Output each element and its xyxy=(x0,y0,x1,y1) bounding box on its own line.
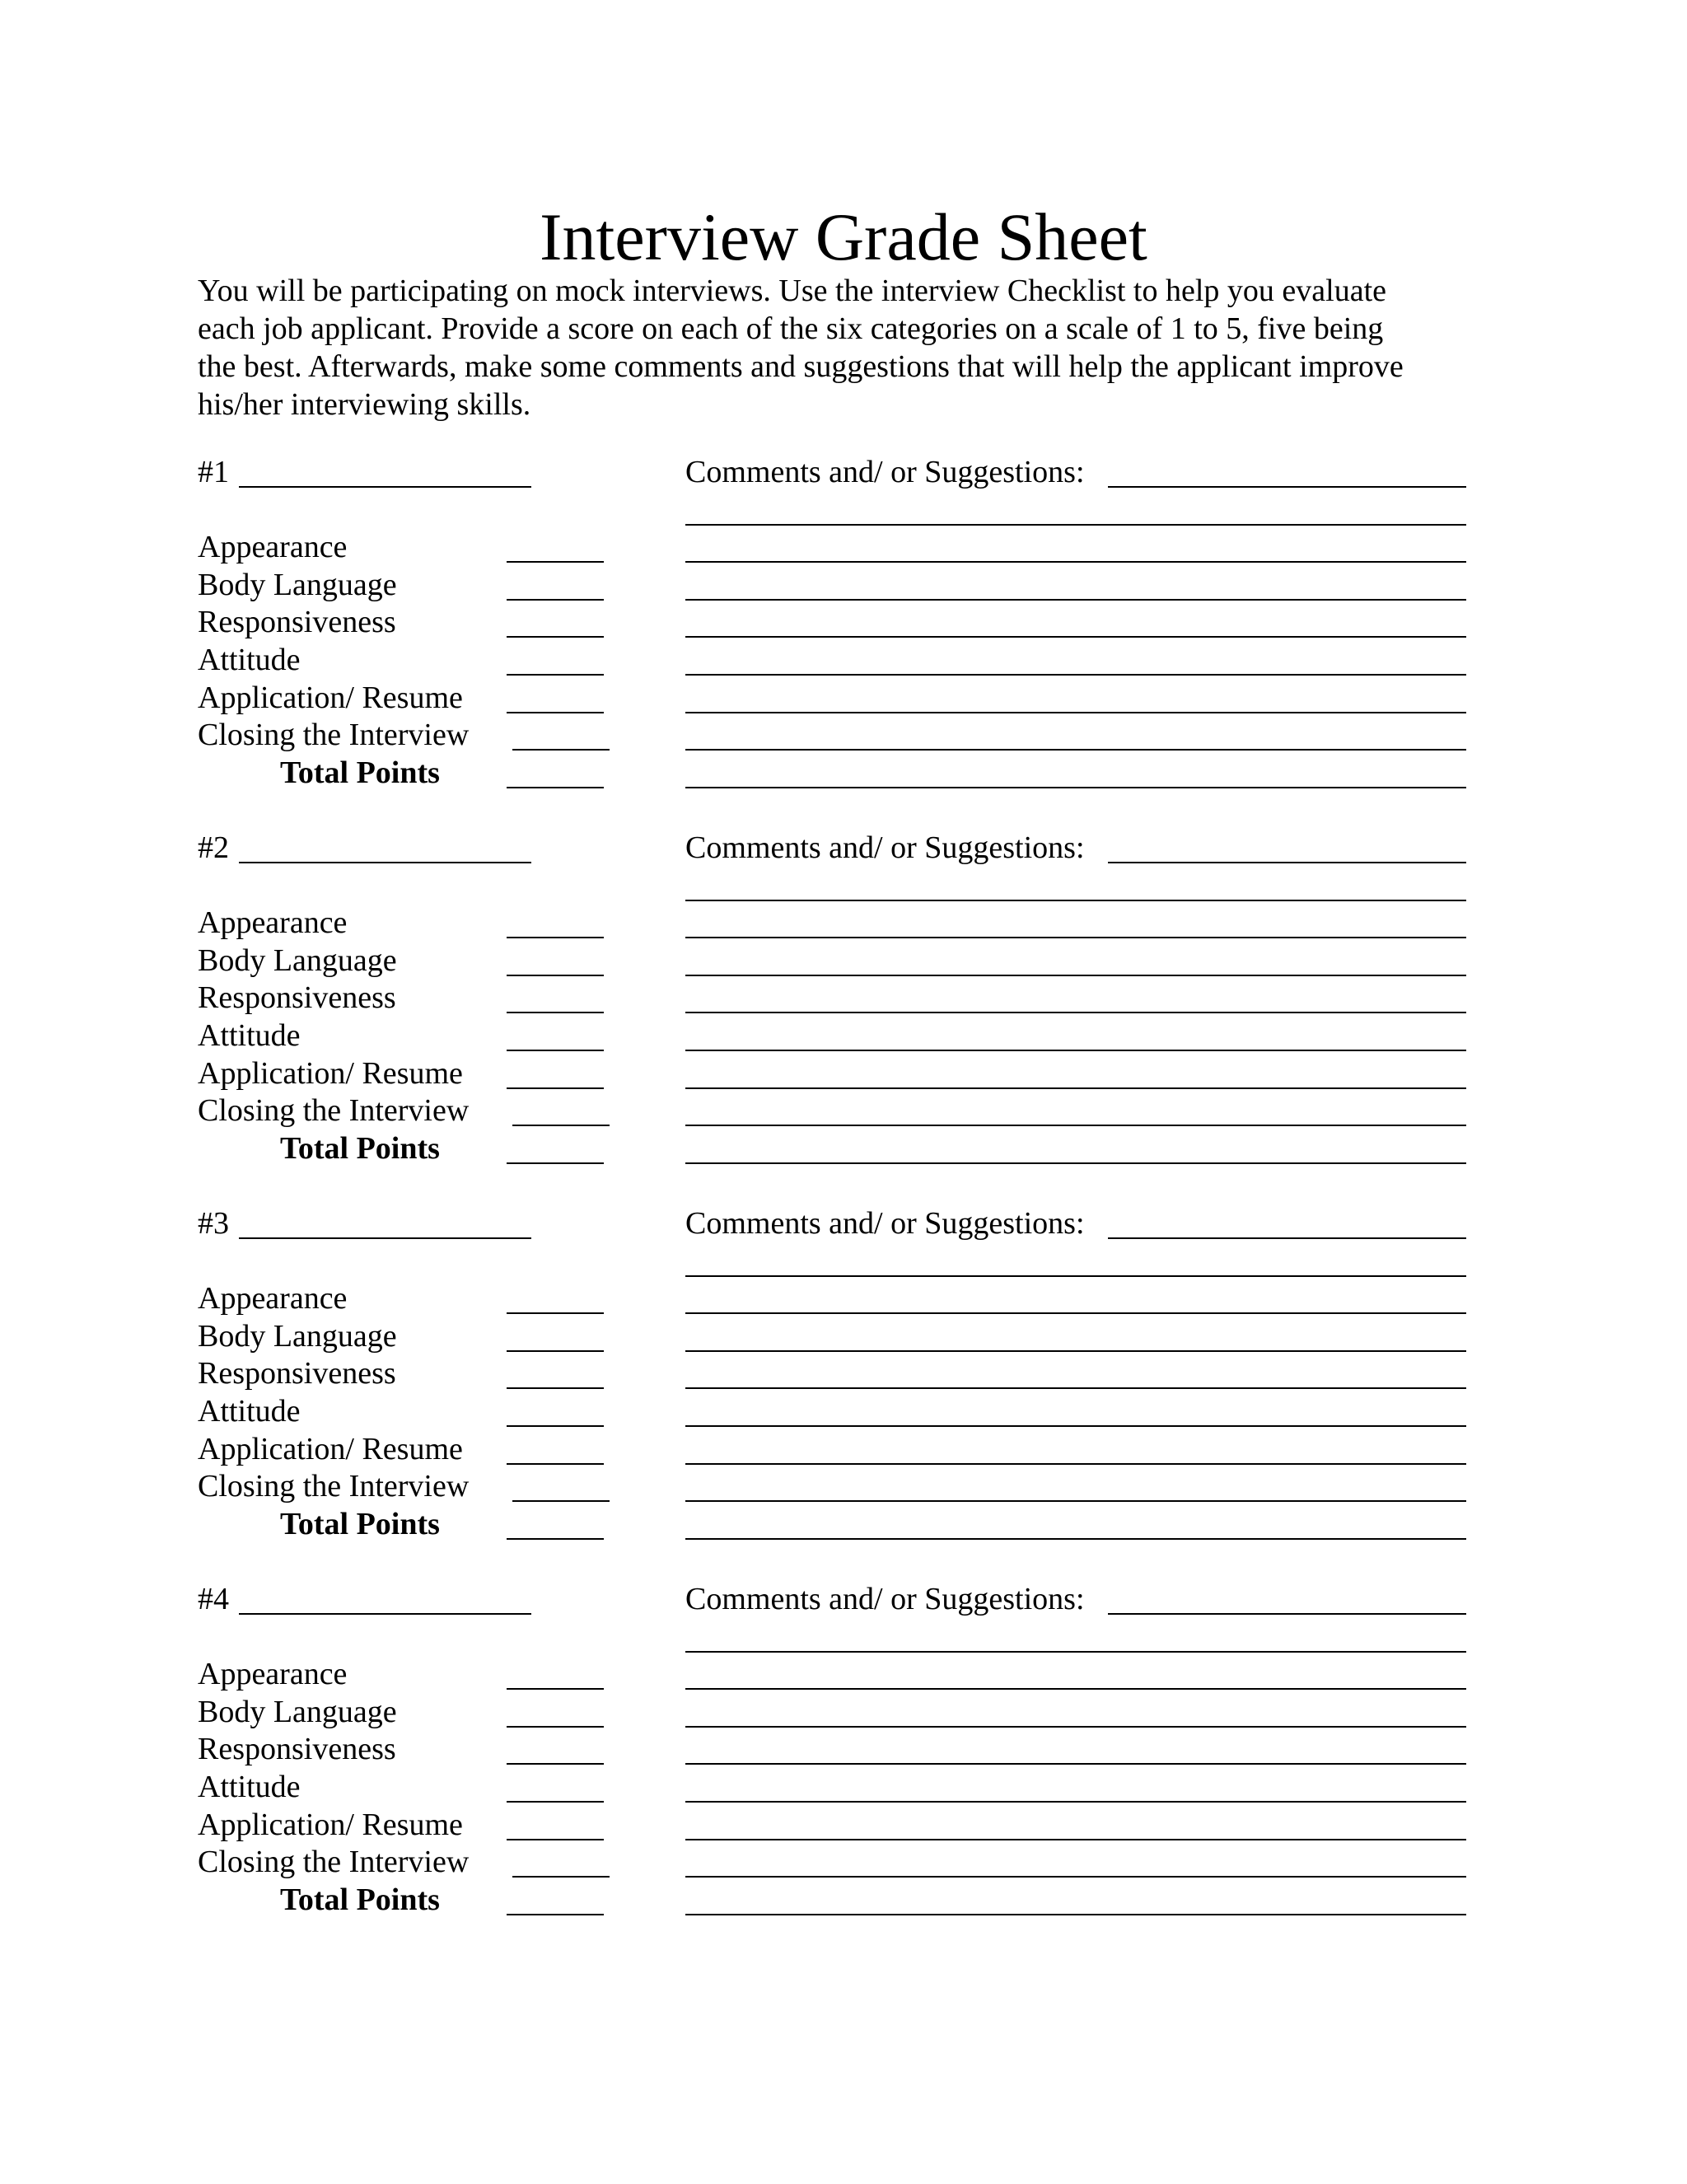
category-score-field[interactable] xyxy=(507,674,604,676)
category-label: Responsiveness xyxy=(198,1356,396,1391)
comments-line[interactable] xyxy=(685,1387,1466,1389)
category-score-field[interactable] xyxy=(507,561,604,563)
category-label: Closing the Interview xyxy=(198,1469,470,1504)
total-points-label: Total Points xyxy=(280,755,440,790)
total-points-label: Total Points xyxy=(280,1130,440,1166)
instructions-line: You will be participating on mock interviews. Use the interview Checklist to help you evaluate xyxy=(198,274,1386,308)
category-label: Application/ Resume xyxy=(198,1055,463,1091)
category-score-field[interactable] xyxy=(507,1763,604,1765)
comments-line[interactable] xyxy=(685,599,1466,601)
category-score-field[interactable] xyxy=(512,1125,610,1126)
category-score-field[interactable] xyxy=(507,1012,604,1013)
applicant-number: #4 xyxy=(198,1582,229,1616)
comments-line[interactable] xyxy=(685,1500,1466,1502)
comments-line[interactable] xyxy=(685,1463,1466,1465)
category-label: Body Language xyxy=(198,1318,397,1354)
comments-line[interactable] xyxy=(685,900,1466,901)
comments-line[interactable] xyxy=(685,1726,1466,1728)
comments-line[interactable] xyxy=(685,712,1466,713)
comments-line[interactable] xyxy=(685,1876,1466,1878)
interview-section xyxy=(0,453,1687,832)
page-title: Interview Grade Sheet xyxy=(540,199,1147,274)
category-score-field[interactable] xyxy=(507,1839,604,1840)
comments-line[interactable] xyxy=(685,1312,1466,1314)
instructions-line: the best. Afterwards, make some comments and suggestions that will help the applicant improve xyxy=(198,349,1404,384)
category-score-field[interactable] xyxy=(507,1425,604,1427)
category-label: Appearance xyxy=(198,1657,348,1692)
applicant-number: #3 xyxy=(198,1206,229,1241)
total-points-field[interactable] xyxy=(507,1538,604,1540)
category-score-field[interactable] xyxy=(507,975,604,976)
comments-line[interactable] xyxy=(685,1839,1466,1840)
category-label: Body Language xyxy=(198,1694,397,1729)
total-points-label: Total Points xyxy=(280,1882,440,1917)
comments-line[interactable] xyxy=(685,1763,1466,1765)
category-score-field[interactable] xyxy=(512,1500,610,1502)
total-points-field[interactable] xyxy=(507,1914,604,1915)
applicant-number: #2 xyxy=(198,830,229,865)
category-score-field[interactable] xyxy=(507,636,604,638)
category-score-field[interactable] xyxy=(507,1087,604,1089)
comments-line[interactable] xyxy=(685,937,1466,938)
category-label: Attitude xyxy=(198,643,301,677)
interview-section xyxy=(0,1580,1687,1959)
category-score-field[interactable] xyxy=(512,1876,610,1878)
comments-line[interactable] xyxy=(685,1688,1466,1690)
category-label: Closing the Interview xyxy=(198,1845,470,1880)
instructions-paragraph xyxy=(198,272,1516,423)
category-label: Appearance xyxy=(198,530,348,565)
comments-line[interactable] xyxy=(685,524,1466,526)
category-label: Application/ Resume xyxy=(198,1431,463,1466)
category-label: Responsiveness xyxy=(198,980,396,1016)
comments-label: Comments and/ or Suggestions: xyxy=(685,1582,1085,1616)
total-points-field[interactable] xyxy=(507,1162,604,1164)
comments-line[interactable] xyxy=(685,1275,1466,1277)
interview-section xyxy=(0,1204,1687,1583)
category-label: Responsiveness xyxy=(198,605,396,640)
comments-line[interactable] xyxy=(685,1651,1466,1653)
comments-line[interactable] xyxy=(685,1125,1466,1126)
comments-line[interactable] xyxy=(685,1050,1466,1051)
comments-line[interactable] xyxy=(685,1012,1466,1013)
category-score-field[interactable] xyxy=(507,599,604,601)
comments-line[interactable] xyxy=(1108,862,1466,863)
category-score-field[interactable] xyxy=(507,1050,604,1051)
applicant-name-field[interactable] xyxy=(239,862,531,863)
comments-line[interactable] xyxy=(685,749,1466,751)
comments-label: Comments and/ or Suggestions: xyxy=(685,830,1085,865)
category-label: Attitude xyxy=(198,1018,301,1053)
comments-line[interactable] xyxy=(685,1350,1466,1352)
comments-line[interactable] xyxy=(685,1914,1466,1915)
instructions-line: each job applicant. Provide a score on each of the six categories on a scale of 1 to 5, five being xyxy=(198,311,1384,346)
applicant-name-field[interactable] xyxy=(239,486,531,488)
comments-line[interactable] xyxy=(1108,1237,1466,1239)
total-points-label: Total Points xyxy=(280,1506,440,1541)
category-label: Closing the Interview xyxy=(198,718,470,753)
category-label: Responsiveness xyxy=(198,1732,396,1767)
category-label: Attitude xyxy=(198,1770,301,1804)
category-label: Application/ Resume xyxy=(198,1807,463,1842)
comments-label: Comments and/ or Suggestions: xyxy=(685,1206,1085,1241)
category-label: Appearance xyxy=(198,1281,348,1316)
category-score-field[interactable] xyxy=(507,1801,604,1803)
comments-line[interactable] xyxy=(685,975,1466,976)
comments-line[interactable] xyxy=(685,1425,1466,1427)
comments-line[interactable] xyxy=(685,1162,1466,1164)
category-label: Body Language xyxy=(198,942,397,978)
category-label: Attitude xyxy=(198,1394,301,1429)
comments-line[interactable] xyxy=(685,674,1466,676)
total-points-field[interactable] xyxy=(507,787,604,788)
comments-line[interactable] xyxy=(685,1538,1466,1540)
category-label: Closing the Interview xyxy=(198,1093,470,1129)
category-score-field[interactable] xyxy=(507,1350,604,1352)
comments-line[interactable] xyxy=(685,1087,1466,1089)
category-score-field[interactable] xyxy=(507,1463,604,1465)
instructions-line: his/her interviewing skills. xyxy=(198,387,531,422)
applicant-name-field[interactable] xyxy=(239,1613,531,1615)
category-label: Application/ Resume xyxy=(198,680,463,715)
category-score-field[interactable] xyxy=(507,1387,604,1389)
category-label: Appearance xyxy=(198,905,348,941)
comments-line[interactable] xyxy=(1108,486,1466,488)
comments-line[interactable] xyxy=(685,561,1466,563)
comments-line[interactable] xyxy=(685,787,1466,788)
category-score-field[interactable] xyxy=(512,749,610,751)
category-score-field[interactable] xyxy=(507,1726,604,1728)
applicant-name-field[interactable] xyxy=(239,1237,531,1239)
comments-line[interactable] xyxy=(685,1801,1466,1803)
category-score-field[interactable] xyxy=(507,1312,604,1314)
interview-section xyxy=(0,829,1687,1208)
comments-label: Comments and/ or Suggestions: xyxy=(685,455,1085,489)
category-label: Body Language xyxy=(198,567,397,602)
comments-line[interactable] xyxy=(685,636,1466,638)
applicant-number: #1 xyxy=(198,455,229,489)
category-score-field[interactable] xyxy=(507,712,604,713)
category-score-field[interactable] xyxy=(507,937,604,938)
comments-line[interactable] xyxy=(1108,1613,1466,1615)
category-score-field[interactable] xyxy=(507,1688,604,1690)
